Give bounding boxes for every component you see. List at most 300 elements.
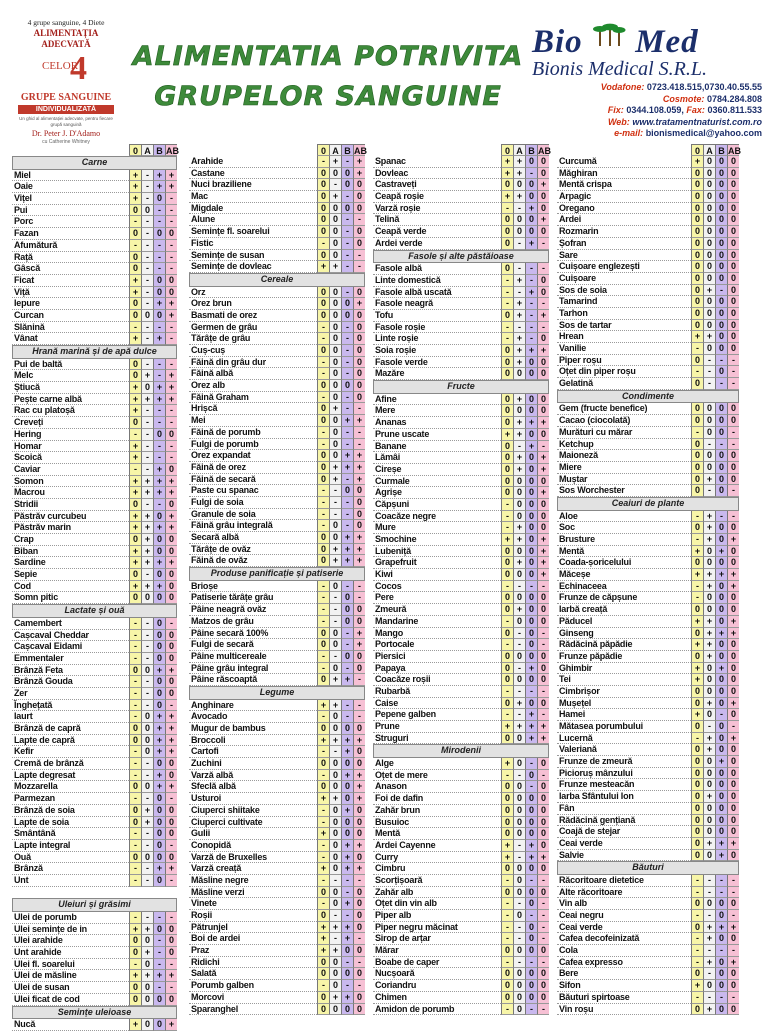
food-name: Ulei de măsline	[12, 970, 129, 982]
food-name: Brânză	[12, 863, 129, 875]
rating-cell-b: +	[341, 922, 353, 934]
rating-cell-o: +	[129, 275, 141, 287]
food-name: Tamarind	[557, 296, 691, 308]
rating-cell-a: -	[141, 758, 153, 770]
rating-cell-ab: 0	[727, 168, 739, 180]
rating-cell-ab: 0	[727, 592, 739, 604]
rating-cell-o: 0	[317, 214, 329, 226]
rating-cell-b: -	[341, 156, 353, 168]
food-row	[189, 863, 365, 875]
rating-cell-ab: 0	[537, 828, 549, 840]
food-row	[557, 403, 739, 415]
food-row	[189, 462, 365, 474]
food-row	[557, 887, 739, 899]
rating-cell-o: 0	[317, 403, 329, 415]
rating-cell-ab: 0	[165, 464, 177, 476]
rating-cell-b: -	[341, 357, 353, 369]
rating-cell-a: -	[513, 287, 525, 299]
rating-cell-b: 0	[525, 546, 537, 558]
brand-right: Med	[635, 24, 699, 60]
food-row	[373, 945, 549, 957]
food-name: Caise	[373, 698, 501, 710]
food-name: Tei	[557, 674, 691, 686]
food-name: Smochine	[373, 534, 501, 546]
rating-cell-ab: 0	[165, 805, 177, 817]
rating-cell-b: +	[525, 417, 537, 429]
rating-cell-ab: +	[353, 735, 365, 747]
food-row	[12, 405, 177, 417]
rating-cell-ab: 0	[537, 405, 549, 417]
rating-cell-ab: 0	[727, 779, 739, 791]
rating-cell-ab: -	[537, 238, 549, 250]
food-row	[557, 733, 739, 745]
header-spacer	[373, 144, 501, 156]
rating-cell-a: 0	[513, 733, 525, 745]
food-row	[12, 781, 177, 793]
rating-cell-b: -	[341, 322, 353, 334]
rating-cell-ab: 0	[727, 898, 739, 910]
rating-cell-a: -	[141, 770, 153, 782]
food-name: Frunze de zmeură	[557, 756, 691, 768]
rating-cell-o: 0	[691, 261, 703, 273]
food-name: Scoică	[12, 452, 129, 464]
food-name: Făină Graham	[189, 392, 317, 404]
rating-cell-ab: -	[537, 933, 549, 945]
food-row	[373, 758, 549, 770]
food-row	[373, 487, 549, 499]
rating-cell-b: 0	[715, 803, 727, 815]
rating-cell-ab: -	[353, 592, 365, 604]
rating-cell-b: 0	[715, 308, 727, 320]
food-name: Oțet din vin alb	[373, 898, 501, 910]
rating-cell-o: 0	[317, 639, 329, 651]
food-name: Afine	[373, 394, 501, 406]
food-row	[557, 686, 739, 698]
rating-cell-o: -	[129, 758, 141, 770]
rating-cell-b: 0	[341, 485, 353, 497]
food-column-4	[557, 144, 739, 1015]
rating-cell-o: -	[129, 746, 141, 758]
rating-cell-b: 0	[525, 863, 537, 875]
rating-cell-b: +	[153, 863, 165, 875]
rating-cell-o: 0	[691, 721, 703, 733]
rating-cell-a: -	[141, 828, 153, 840]
rating-cell-a: 0	[329, 711, 341, 723]
rating-cell-o: 0	[501, 817, 513, 829]
rating-cell-ab: 0	[353, 852, 365, 864]
rating-cell-a: 0	[329, 380, 341, 392]
rating-cell-o: +	[691, 569, 703, 581]
rating-cell-a: 0	[329, 427, 341, 439]
food-name: Coacăze roșii	[373, 674, 501, 686]
rating-cell-o: 0	[691, 226, 703, 238]
food-row	[189, 333, 365, 345]
food-row	[12, 875, 177, 887]
food-name: Vanilie	[557, 343, 691, 355]
food-name: Zahăr alb	[373, 887, 501, 899]
rating-cell-b: -	[525, 957, 537, 969]
rating-cell-o: 0	[501, 357, 513, 369]
rating-cell-o: 0	[691, 756, 703, 768]
rating-cell-a: -	[513, 840, 525, 852]
rating-cell-ab: +	[727, 569, 739, 581]
rating-cell-o: +	[129, 581, 141, 593]
rating-cell-a: +	[141, 557, 153, 569]
rating-cell-ab: 0	[353, 968, 365, 980]
food-name: Viță	[12, 287, 129, 299]
food-name: Paste cu spanac	[189, 485, 317, 497]
rating-cell-o: +	[691, 639, 703, 651]
rating-cell-a: +	[703, 957, 715, 969]
food-name: Cașcaval Eidami	[12, 641, 129, 653]
food-name: Cireșe	[373, 464, 501, 476]
food-name: Rață	[12, 252, 129, 264]
food-row	[373, 214, 549, 226]
rating-cell-a: 0	[141, 781, 153, 793]
food-row	[189, 746, 365, 758]
food-name: Băuturi spirtoase	[557, 992, 691, 1004]
rating-cell-a: 0	[513, 405, 525, 417]
food-row	[189, 439, 365, 451]
food-name: Pâine neagră ovăz	[189, 604, 317, 616]
rating-cell-a: -	[329, 179, 341, 191]
rating-cell-o: 0	[691, 214, 703, 226]
food-name: Praz	[189, 945, 317, 957]
food-name: Fazan	[12, 228, 129, 240]
blood-group-label: 0	[317, 144, 329, 156]
book-coauthor: cu Catherine Whitney	[42, 139, 90, 145]
food-name: Ginseng	[557, 628, 691, 640]
food-name: Parmezan	[12, 793, 129, 805]
rating-cell-o: 0	[691, 838, 703, 850]
rating-cell-b: +	[525, 203, 537, 215]
food-name: Piper alb	[373, 910, 501, 922]
food-name: Ulei ficat de cod	[12, 994, 129, 1006]
food-row	[189, 922, 365, 934]
rating-cell-a: +	[703, 331, 715, 343]
rating-cell-ab: +	[353, 770, 365, 782]
food-name: Pâine multicereale	[189, 651, 317, 663]
rating-cell-o: 0	[691, 273, 703, 285]
food-name: Salată	[189, 968, 317, 980]
rating-cell-a: -	[703, 968, 715, 980]
blood-group-label: A	[329, 144, 341, 156]
food-name: Fulgi de porumb	[189, 439, 317, 451]
food-name: Înghețată	[12, 700, 129, 712]
food-row	[373, 1004, 549, 1016]
rating-cell-a: 0	[141, 382, 153, 394]
rating-cell-a: +	[329, 992, 341, 1004]
rating-cell-o: 0	[129, 805, 141, 817]
rating-cell-ab: +	[353, 544, 365, 556]
food-row	[557, 378, 739, 390]
food-row	[12, 912, 177, 924]
food-name: Varză roșie	[373, 203, 501, 215]
rating-cell-o: -	[691, 733, 703, 745]
rating-cell-a: +	[513, 604, 525, 616]
food-row	[373, 168, 549, 180]
rating-cell-ab: 0	[537, 945, 549, 957]
rating-cell-ab: 0	[353, 322, 365, 334]
rating-cell-o: 0	[691, 450, 703, 462]
rating-cell-ab: +	[727, 838, 739, 850]
rating-cell-o: 0	[501, 441, 513, 453]
food-row	[557, 355, 739, 367]
rating-cell-b: 0	[341, 604, 353, 616]
section-header: Cereale	[189, 273, 365, 287]
rating-cell-b: +	[153, 970, 165, 982]
rating-cell-ab: 0	[727, 331, 739, 343]
food-row	[557, 838, 739, 850]
rating-cell-ab: 0	[727, 343, 739, 355]
rating-cell-o: 0	[691, 522, 703, 534]
food-name: Gulii	[189, 828, 317, 840]
rating-cell-b: 0	[525, 452, 537, 464]
food-name: Pâine secară 100%	[189, 628, 317, 640]
food-row	[12, 216, 177, 228]
food-name: Ulei de susan	[12, 982, 129, 994]
rating-cell-o: 0	[501, 980, 513, 992]
food-row	[189, 663, 365, 675]
rating-cell-o: -	[317, 497, 329, 509]
food-row	[189, 392, 365, 404]
food-name: Făină albă	[189, 368, 317, 380]
food-name: Mazăre	[373, 368, 501, 380]
rating-cell-o: -	[691, 592, 703, 604]
rating-cell-o: -	[501, 333, 513, 345]
rating-cell-a: 0	[513, 616, 525, 628]
rating-cell-b: -	[525, 310, 537, 322]
rating-cell-a: 0	[513, 817, 525, 829]
rating-cell-a: 0	[329, 968, 341, 980]
rating-cell-b: -	[341, 191, 353, 203]
food-row	[557, 875, 739, 887]
food-name: Mandarine	[373, 616, 501, 628]
rating-cell-a: -	[141, 193, 153, 205]
rating-cell-a: +	[703, 285, 715, 297]
rating-cell-a: 0	[141, 723, 153, 735]
rating-cell-o: -	[129, 653, 141, 665]
rating-cell-o: -	[691, 343, 703, 355]
food-name: Arahide	[189, 156, 317, 168]
food-name: Sardine	[12, 557, 129, 569]
food-name: Fasole roșie	[373, 322, 501, 334]
food-name: Lapte de soia	[12, 817, 129, 829]
rating-cell-ab: 0	[727, 474, 739, 486]
rating-cell-o: -	[317, 520, 329, 532]
rating-cell-b: -	[525, 275, 537, 287]
rating-cell-b: 0	[715, 1004, 727, 1016]
rating-cell-ab: 0	[353, 368, 365, 380]
rating-cell-o: 0	[691, 355, 703, 367]
rating-cell-b: +	[153, 170, 165, 182]
food-name: Castraveți	[373, 179, 501, 191]
food-row	[189, 840, 365, 852]
rating-cell-o: -	[501, 770, 513, 782]
food-name: Spanac	[373, 156, 501, 168]
rating-cell-o: -	[691, 910, 703, 922]
rating-cell-o: 0	[129, 263, 141, 275]
rating-cell-ab: +	[353, 450, 365, 462]
rating-cell-o: -	[129, 863, 141, 875]
food-name: Murături cu mărar	[557, 427, 691, 439]
rating-cell-b: 0	[525, 639, 537, 651]
food-name: Fân	[557, 803, 691, 815]
food-row	[373, 651, 549, 663]
rating-cell-b: +	[715, 922, 727, 934]
rating-cell-o: -	[501, 499, 513, 511]
rating-cell-b: +	[341, 805, 353, 817]
rating-cell-b: 0	[341, 380, 353, 392]
rating-cell-ab: 0	[165, 630, 177, 642]
rating-cell-a: -	[141, 840, 153, 852]
rating-cell-o: -	[691, 534, 703, 546]
rating-cell-o: 0	[317, 380, 329, 392]
rating-cell-ab: -	[727, 427, 739, 439]
food-name: Pere	[373, 592, 501, 604]
food-name: Smântână	[12, 828, 129, 840]
rating-cell-b: +	[153, 476, 165, 488]
food-row	[12, 970, 177, 982]
food-name: Măghiran	[557, 168, 691, 180]
rating-cell-b: 0	[153, 1019, 165, 1031]
rating-cell-ab: 0	[727, 462, 739, 474]
rating-cell-ab: +	[353, 793, 365, 805]
rating-cell-a: -	[141, 793, 153, 805]
rating-cell-ab: 0	[353, 805, 365, 817]
rating-cell-ab: +	[537, 310, 549, 322]
rating-cell-a: +	[141, 805, 153, 817]
food-row	[557, 779, 739, 791]
rating-cell-a: +	[703, 838, 715, 850]
rating-cell-b: -	[715, 439, 727, 451]
rating-cell-o: 0	[129, 723, 141, 735]
rating-cell-o: 0	[501, 557, 513, 569]
rating-cell-ab: -	[537, 875, 549, 887]
rating-cell-ab: 0	[727, 768, 739, 780]
food-row	[557, 768, 739, 780]
food-name: Cartofi	[189, 746, 317, 758]
rating-cell-b: +	[525, 852, 537, 864]
rating-cell-b: 0	[341, 828, 353, 840]
rating-cell-o: 0	[691, 462, 703, 474]
food-row	[189, 898, 365, 910]
rating-cell-o: +	[129, 970, 141, 982]
rating-cell-ab: 0	[353, 1004, 365, 1016]
rating-cell-ab: -	[537, 957, 549, 969]
rating-cell-ab: -	[165, 193, 177, 205]
rating-cell-b: 0	[525, 770, 537, 782]
rating-cell-ab: 0	[353, 758, 365, 770]
rating-cell-b: 0	[525, 980, 537, 992]
blood-group-label: AB	[728, 146, 741, 156]
food-name: Sirop de arțar	[373, 933, 501, 945]
rating-cell-b: 0	[525, 476, 537, 488]
rating-cell-o: -	[317, 581, 329, 593]
rating-cell-b: -	[341, 214, 353, 226]
rating-cell-o: +	[129, 546, 141, 558]
rating-cell-a: 0	[703, 308, 715, 320]
food-name: Orz	[189, 287, 317, 299]
rating-cell-a: +	[141, 394, 153, 406]
rating-cell-a: 0	[329, 287, 341, 299]
rating-cell-b: 0	[715, 721, 727, 733]
rating-cell-ab: 0	[353, 203, 365, 215]
rating-cell-b: 0	[715, 581, 727, 593]
rating-cell-ab: -	[353, 250, 365, 262]
rating-cell-o: 0	[691, 604, 703, 616]
food-name: Ardei verde	[373, 238, 501, 250]
food-name: Hrean	[557, 331, 691, 343]
food-name: Matzos de grâu	[189, 616, 317, 628]
rating-cell-o: +	[129, 193, 141, 205]
rating-cell-o: 0	[317, 910, 329, 922]
rating-cell-o: +	[129, 441, 141, 453]
rating-cell-b: 0	[153, 676, 165, 688]
blood-group-header	[12, 144, 177, 156]
contact-vodafone: Vodafone: 0723.418.515,0730.40.55.55	[600, 82, 762, 92]
food-name: Melc	[12, 370, 129, 382]
food-row	[12, 464, 177, 476]
food-row	[373, 639, 549, 651]
rating-cell-a: -	[703, 887, 715, 899]
rating-cell-b: 0	[715, 768, 727, 780]
page-title	[128, 40, 528, 114]
rating-cell-ab: 0	[727, 686, 739, 698]
food-name: Semințe de susan	[189, 250, 317, 262]
food-row	[557, 214, 739, 226]
rating-cell-a: +	[513, 191, 525, 203]
rating-cell-a: +	[703, 628, 715, 640]
food-name: Prune	[373, 721, 501, 733]
food-name: Ceai negru	[557, 910, 691, 922]
food-name: Alge	[373, 758, 501, 770]
company-name: Bionis Medical S.R.L.	[532, 58, 707, 80]
food-name: Brioșe	[189, 581, 317, 593]
rating-cell-a: -	[141, 688, 153, 700]
rating-cell-b: -	[525, 686, 537, 698]
rating-cell-ab: 0	[537, 980, 549, 992]
rating-cell-b: 0	[715, 168, 727, 180]
food-row	[557, 450, 739, 462]
rating-cell-ab: -	[727, 875, 739, 887]
rating-cell-a: -	[329, 604, 341, 616]
rating-cell-o: -	[501, 275, 513, 287]
rating-cell-o: -	[501, 686, 513, 698]
rating-cell-a: 0	[703, 779, 715, 791]
rating-cell-o: -	[501, 933, 513, 945]
rating-cell-a: 0	[329, 639, 341, 651]
food-row	[557, 616, 739, 628]
rating-cell-b: +	[153, 464, 165, 476]
rating-cell-b: +	[341, 555, 353, 567]
rating-cell-a: 0	[329, 1004, 341, 1016]
rating-cell-a: -	[141, 405, 153, 417]
rating-cell-a: -	[329, 910, 341, 922]
food-row	[373, 980, 549, 992]
rating-cell-ab: -	[165, 875, 177, 887]
rating-cell-a: 0	[513, 569, 525, 581]
food-row	[189, 509, 365, 521]
rating-cell-ab: 0	[353, 310, 365, 322]
rating-cell-ab: +	[537, 417, 549, 429]
rating-cell-ab: -	[727, 439, 739, 451]
rating-cell-o: +	[501, 429, 513, 441]
rating-cell-o: -	[691, 875, 703, 887]
rating-cell-o: 0	[501, 663, 513, 675]
rating-cell-ab: 0	[165, 935, 177, 947]
food-row	[12, 994, 177, 1006]
